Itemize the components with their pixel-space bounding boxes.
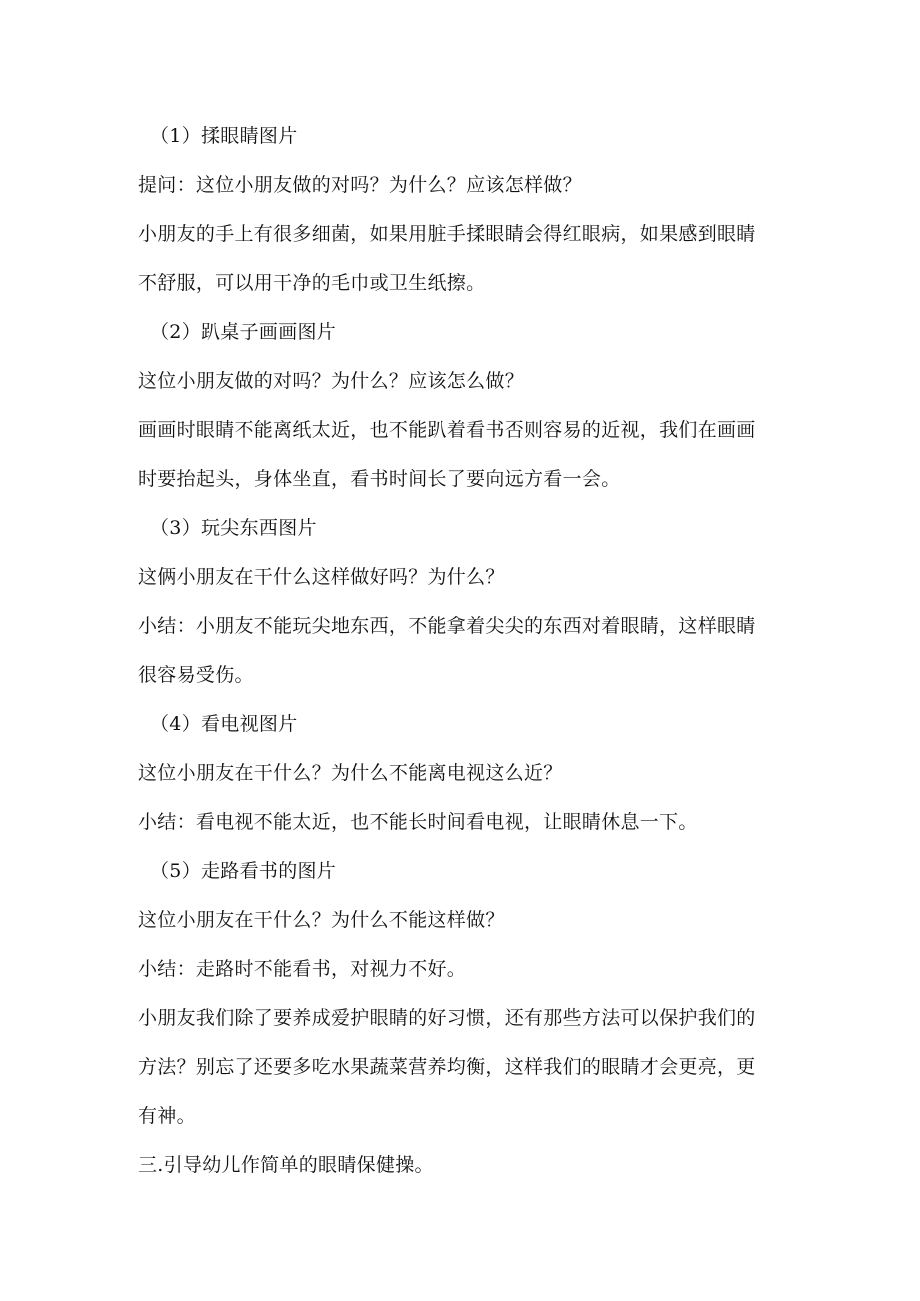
question-1: 提问：这位小朋友做的对吗？为什么？应该怎样做？	[138, 174, 582, 196]
summary-4: 小结：看电视不能太近，也不能长时间看电视，让眼睛休息一下。	[138, 811, 698, 833]
item-heading-1: （1）揉眼睛图片	[150, 125, 298, 147]
summary-5: 小结：走路时不能看书，对视力不好。	[138, 958, 467, 980]
closing-line-2: 方法？别忘了还要多吃水果蔬菜营养均衡，这样我们的眼睛才会更亮，更	[138, 1056, 756, 1078]
document-body	[138, 112, 788, 1190]
item-heading-4: （4）看电视图片	[150, 713, 298, 735]
question-3: 这俩小朋友在干什么这样做好吗？为什么？	[138, 566, 505, 588]
section-three-heading: 三.引导幼儿作简单的眼睛保健操。	[138, 1154, 434, 1176]
answer-2-line-2: 时要抬起头，身体坐直，看书时间长了要向远方看一会。	[138, 468, 621, 490]
item-heading-5: （5）走路看书的图片	[150, 860, 337, 882]
summary-3-line-2: 很容易受伤。	[138, 664, 254, 686]
closing-line-1: 小朋友我们除了要养成爱护眼睛的好习惯，还有那些方法可以保护我们的	[138, 1007, 756, 1029]
question-5: 这位小朋友在干什么？为什么不能这样做？	[138, 909, 505, 931]
item-heading-3: （3）玩尖东西图片	[150, 517, 317, 539]
question-2: 这位小朋友做的对吗？为什么？应该怎么做？	[138, 370, 525, 392]
question-4: 这位小朋友在干什么？为什么不能离电视这么近？	[138, 762, 563, 784]
closing-line-3: 有神。	[138, 1105, 196, 1127]
answer-1-line-2: 不舒服，可以用干净的毛巾或卫生纸擦。	[138, 272, 486, 294]
item-heading-2: （2）趴桌子画画图片	[150, 321, 337, 343]
answer-1-line-1: 小朋友的手上有很多细菌，如果用脏手揉眼睛会得红眼病，如果感到眼睛	[138, 223, 756, 245]
summary-3-line-1: 小结：小朋友不能玩尖地东西，不能拿着尖尖的东西对着眼睛，这样眼睛	[138, 615, 756, 637]
answer-2-line-1: 画画时眼睛不能离纸太近，也不能趴着看书否则容易的近视，我们在画画	[138, 419, 756, 441]
